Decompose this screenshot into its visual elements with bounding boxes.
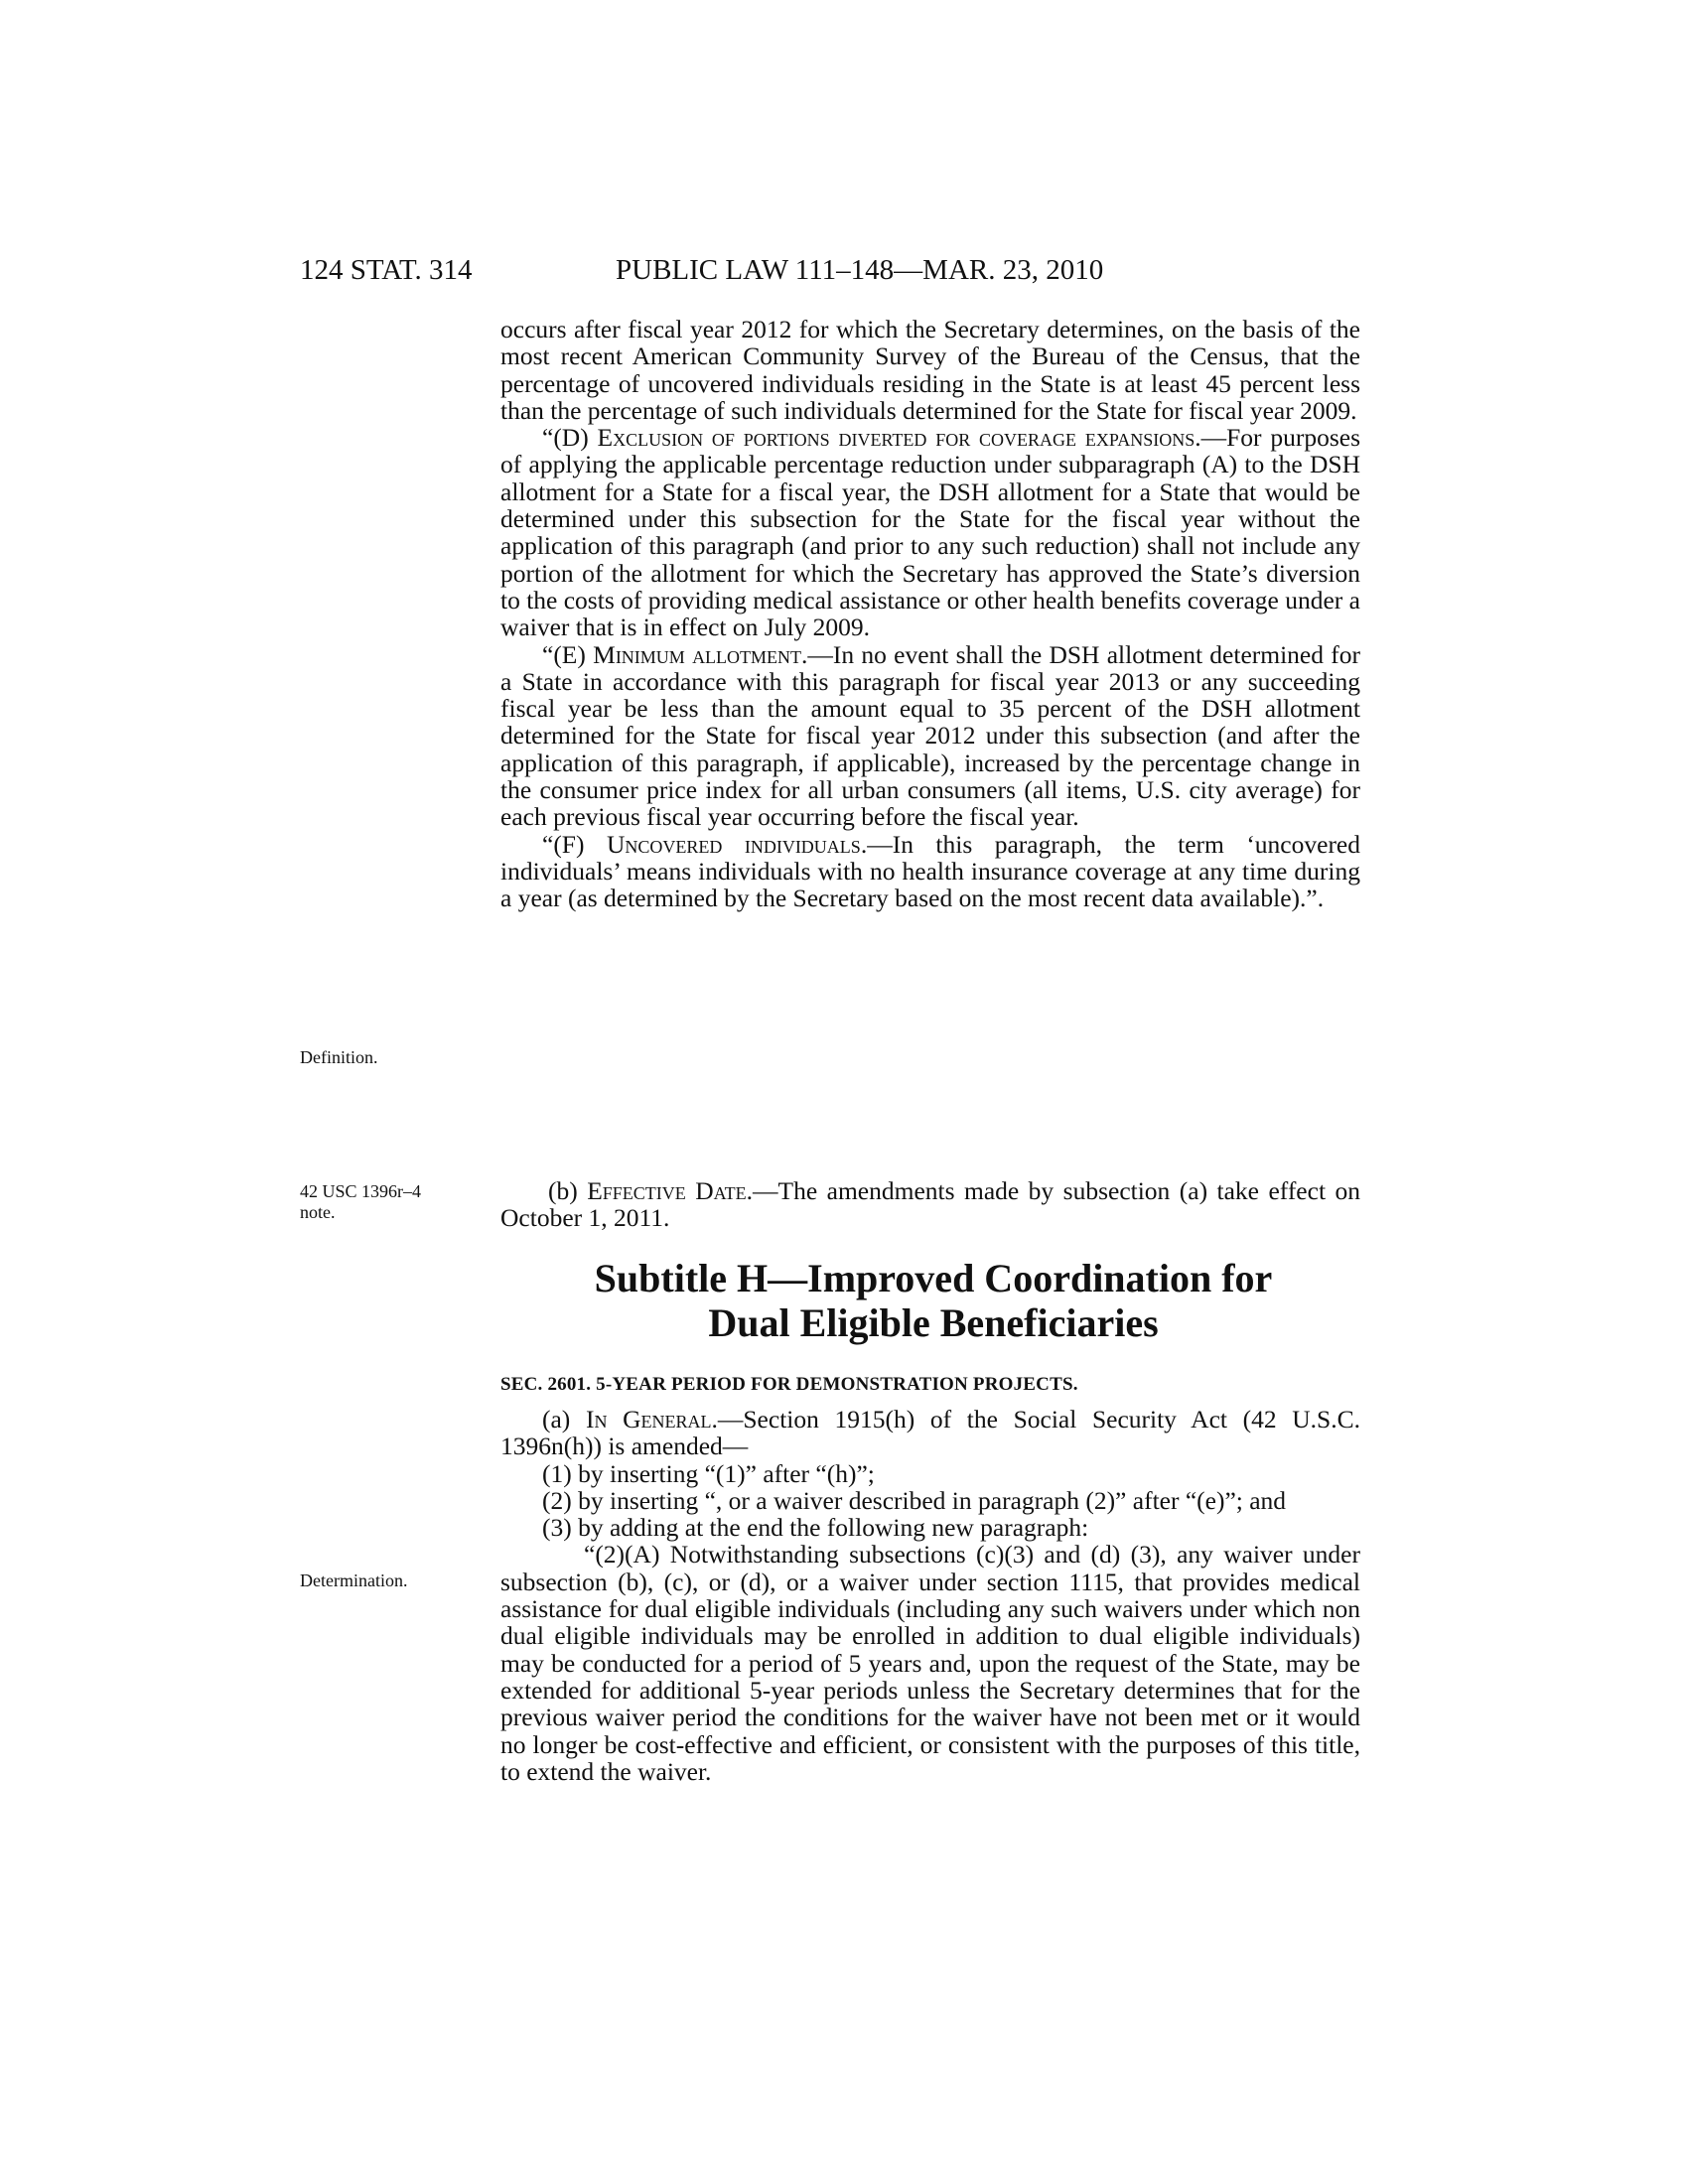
subsection-a-text: .—Section 1915(h) of the Social Security Act (42 U.S.C. 1396n(h)) is amended— (500, 1405, 1360, 1461)
amendment-item-3: (3) by adding at the end the following new paragraph: (542, 1513, 1089, 1543)
statute-page-number: 124 STAT. 314 (300, 254, 473, 286)
effective-date-paragraph (500, 1177, 1360, 1232)
margin-note-usc-line1: 42 USC 1396r–4 (300, 1181, 422, 1201)
amendment-item-2: (2) by inserting “, or a waiver described in paragraph (2)” after “(e)”; and (542, 1485, 1287, 1515)
subparagraph-e-text: .—In no event shall the DSH allotment determined for a State in accordance with this paragraph for fiscal year 2013 or any succeeding fiscal year be less than the amount equal to 35 percent of the DSH allotment determined for the State for fiscal year 2012 under this subsection (and after the application of this paragraph, if applicable), increased by the percentage change in the consumer price index for all urban consumers (all items, U.S. city average) for each previous fiscal year occurring before the fiscal year. (500, 639, 1360, 832)
subparagraph-f (500, 831, 1360, 912)
subtitle-line-2: Dual Eligible Beneficiaries (708, 1300, 1159, 1345)
subsection-a (500, 1406, 1360, 1460)
effective-date-text: .—The amendments made by subsection (a) take effect on October 1, 2011. (500, 1176, 1360, 1233)
section-heading: SEC. 2601. 5-YEAR PERIOD FOR DEMONSTRATION PROJECTS. (500, 1374, 1078, 1395)
subtitle-heading (496, 1256, 1370, 1345)
subparagraph-d-heading: Exclusion of portions diverted for coverage expansions (597, 423, 1196, 453)
inserted-paragraph-2: “(2)(A) Notwithstanding subsections (c)(3) and (d) (3), any waiver under subsection (b), (c), or (d), or a waiver under section 1115, that provides medical assistance for dual eligible individuals (including any such waivers under which non dual eligible individuals may be enrolled in addition to dual eligible individuals) may be conducted for a period of 5 years and, upon the request of the State, may be extended for additional 5-year periods unless the Secretary determines that for the previous waiver period the conditions for the waiver have not been met or it would no longer be cost-effective and efficient, or consistent with the purposes of this title, to extend the waiver. (500, 1540, 1360, 1786)
amendment-item-1: (1) by inserting “(1)” after “(h)”; (542, 1458, 875, 1488)
paragraph-continuation: occurs after fiscal year 2012 for which the Secretary determines, on the basis of the most recent American Community Survey of the Bureau of the Census, that the percentage of uncovered individuals residing in the State is at least 45 percent less than the percentage of such individuals determined for the State for fiscal year 2009. (500, 315, 1360, 425)
section-text-column (500, 1406, 1360, 1785)
running-header: PUBLIC LAW 111–148—MAR. 23, 2010 (616, 254, 1104, 286)
effective-date-label: (b) (548, 1176, 588, 1205)
subparagraph-f-text: .—In this paragraph, the term ‘uncovered individuals’ means individuals with no health insurance coverage at any time during a year (as determined by the Secretary based on the most recent data available).”. (500, 829, 1361, 913)
subparagraph-d (500, 424, 1360, 640)
main-text-column (500, 316, 1360, 912)
subparagraph-f-label: “(F) (542, 829, 607, 859)
margin-note-usc-reference (300, 1181, 421, 1223)
margin-note-determination: Determination. (300, 1570, 408, 1590)
effective-date-heading: Effective Date (587, 1176, 747, 1205)
subsection-a-label: (a) (542, 1405, 586, 1433)
effective-date-column (500, 1177, 1360, 1232)
subparagraph-d-label: “(D) (542, 423, 598, 453)
subparagraph-f-heading: Uncovered individuals (606, 829, 861, 859)
margin-note-definition: Definition. (300, 1047, 378, 1067)
margin-note-usc-line2: note. (300, 1202, 336, 1222)
subparagraph-e-heading: Minimum allotment (593, 639, 802, 669)
subtitle-line-1: Subtitle H—Improved Coordination for (594, 1256, 1273, 1300)
subsection-a-heading: In General (585, 1405, 712, 1433)
subparagraph-e-label: “(E) (542, 639, 594, 669)
subparagraph-e (500, 641, 1360, 831)
subparagraph-d-text: .—For purposes of applying the applicable percentage reduction under subparagraph (A) to the DSH allotment for a State for a fiscal year, the DSH allotment for a State that would be determined under this subsection for the State for the fiscal year without the application of this paragraph (and prior to any such reduction) shall not include any portion of the allotment for which the Secretary has approved the State’s diversion to the costs of providing medical assistance or other health benefits coverage under a waiver that is in effect on July 2009. (500, 423, 1360, 642)
